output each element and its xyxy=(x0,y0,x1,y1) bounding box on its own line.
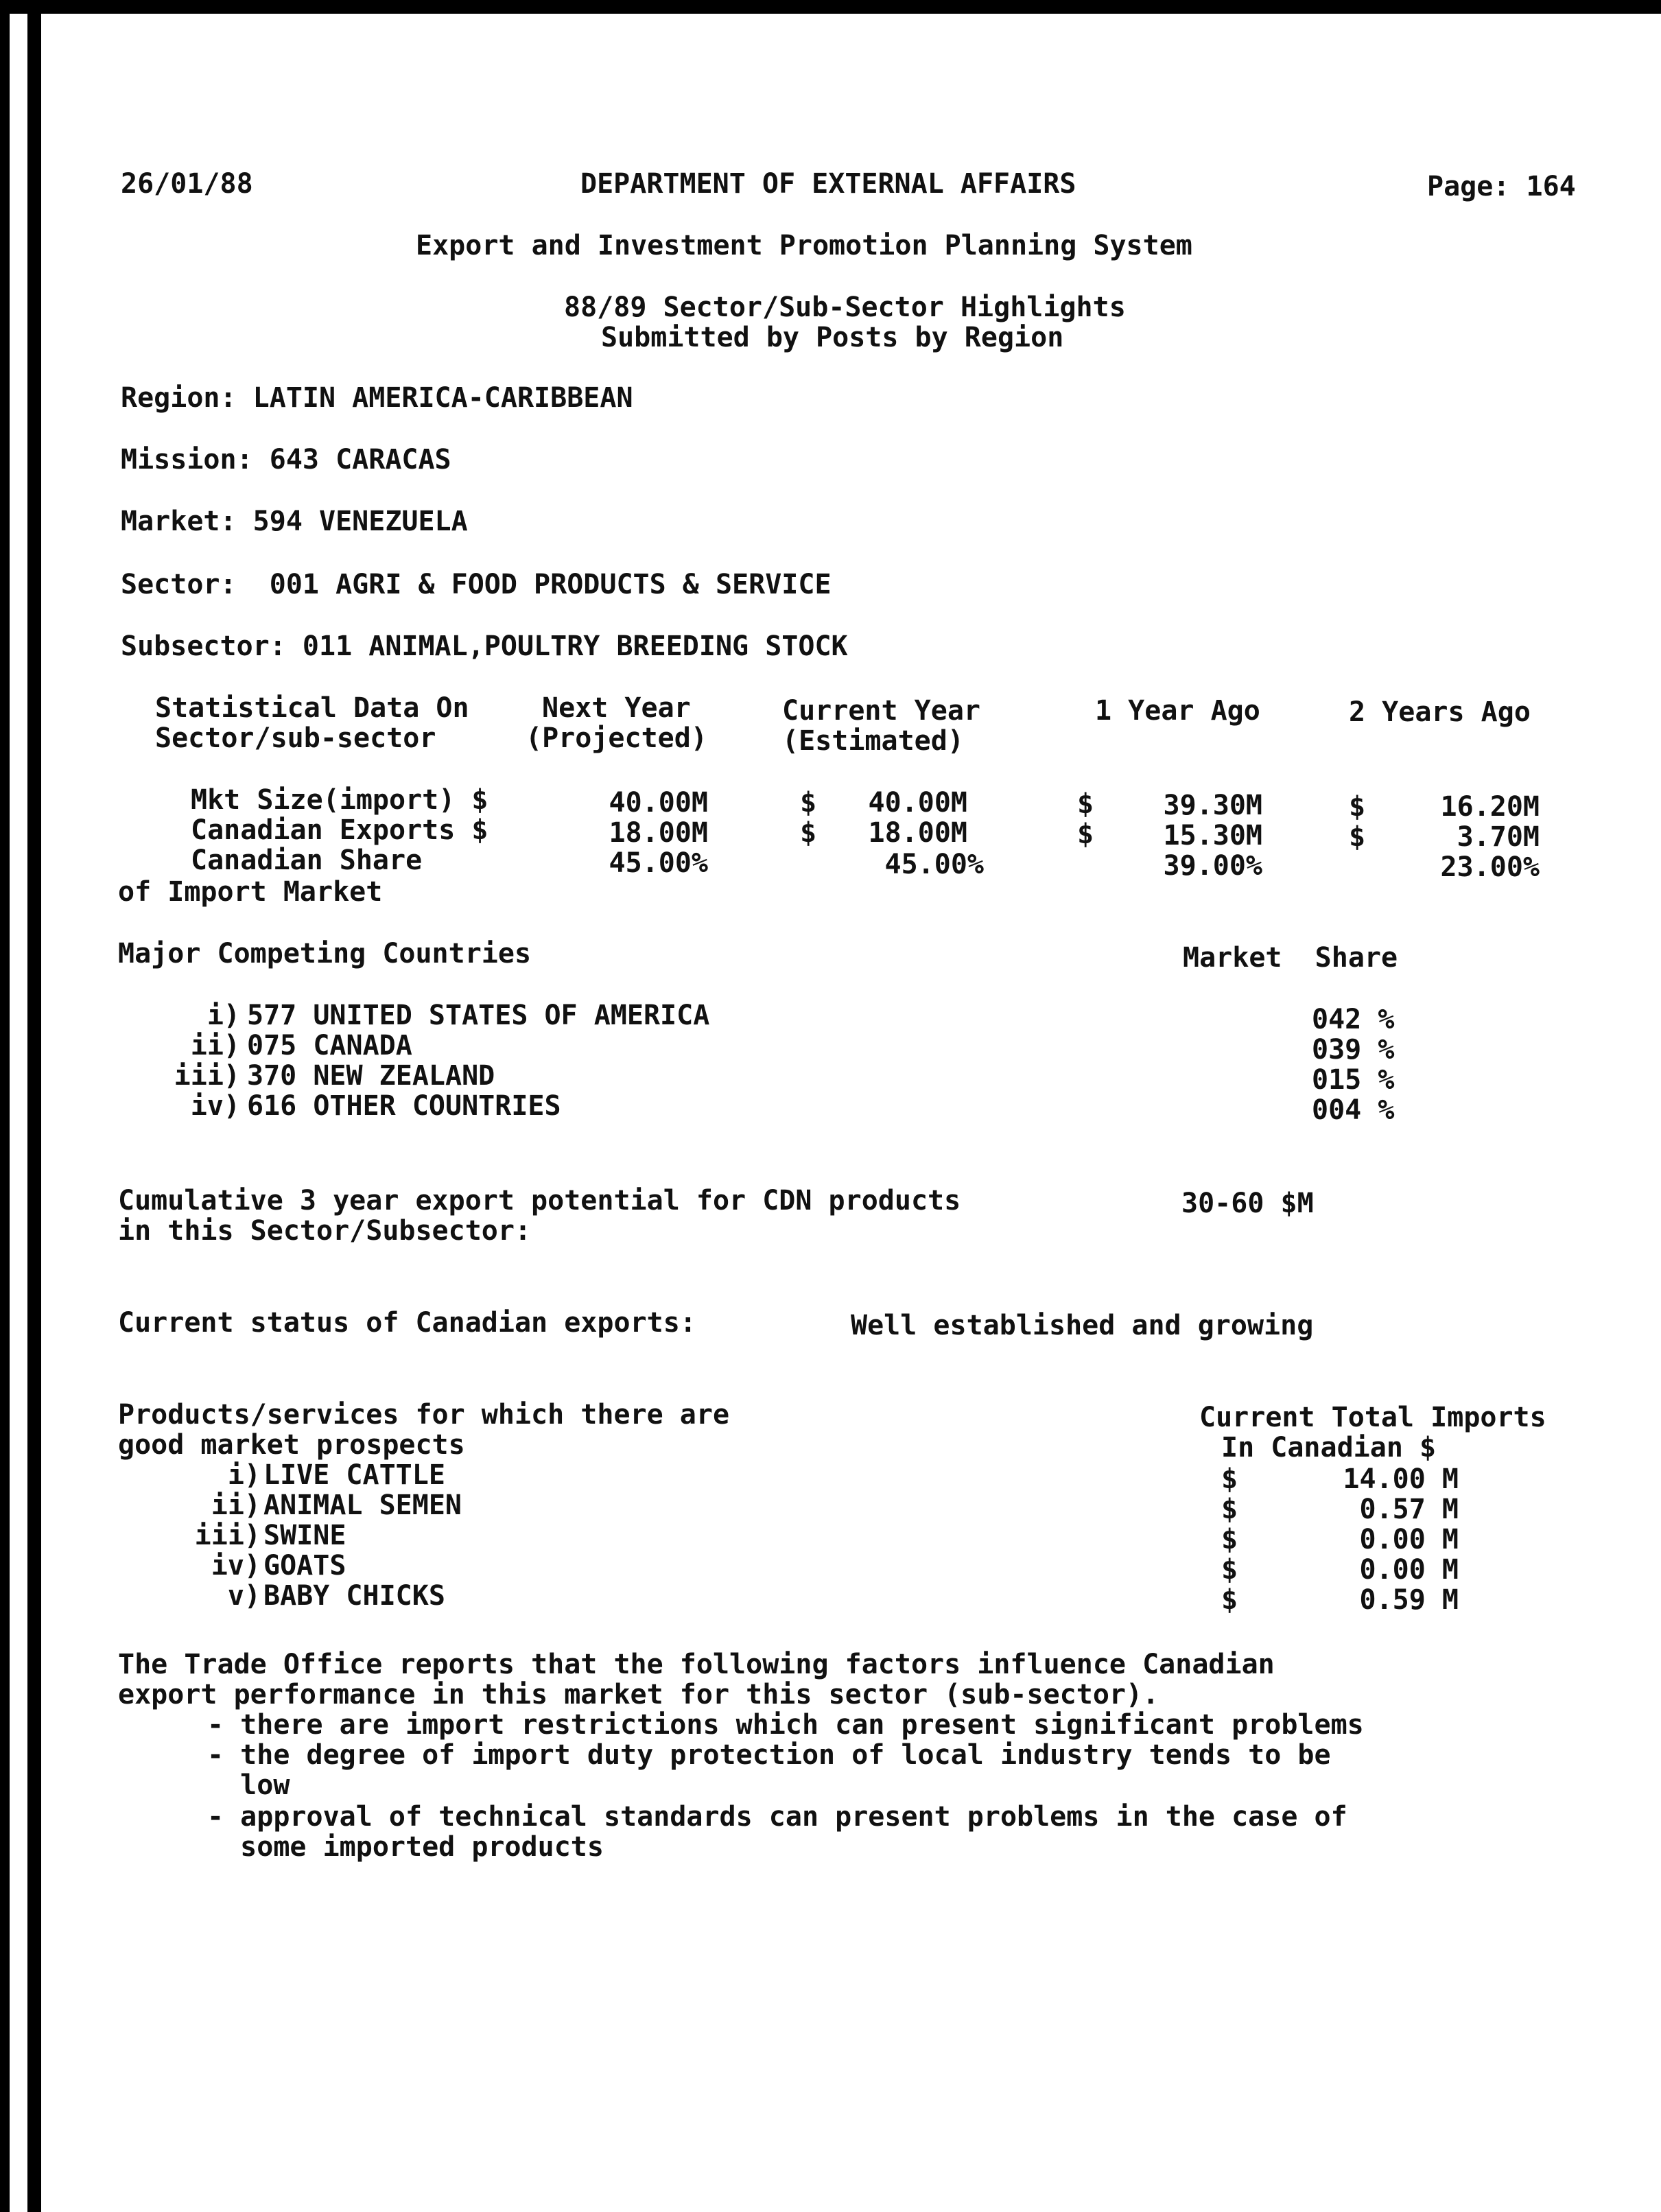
stats-row-label: Canadian Share xyxy=(191,845,423,876)
product-currency: $ xyxy=(1221,1463,1238,1495)
scan-border-left xyxy=(0,0,10,2212)
stats-ago1-value: 15.30M xyxy=(1163,820,1262,851)
product-name: ANIMAL SEMEN xyxy=(263,1490,462,1521)
subtitle-highlights: 88/89 Sector/Sub-Sector Highlights xyxy=(564,292,1126,323)
products-label-1: Products/services for which there are xyxy=(118,1399,730,1431)
competitor-number: ii) xyxy=(190,1030,240,1061)
factors-intro-1: The Trade Office reports that the following factors influence Canadian xyxy=(118,1649,1275,1680)
product-import-value: 0.57 M xyxy=(1359,1494,1459,1525)
product-number: iv) xyxy=(211,1550,261,1581)
stats-ago1-value: 39.00% xyxy=(1163,850,1262,882)
competitor-name: 370 NEW ZEALAND xyxy=(247,1060,495,1092)
sector-line: Sector: 001 AGRI & FOOD PRODUCTS & SERVICE xyxy=(121,569,832,600)
product-name: LIVE CATTLE xyxy=(263,1459,445,1491)
scan-border-top xyxy=(0,0,1661,14)
region-line: Region: LATIN AMERICA-CARIBBEAN xyxy=(121,382,633,414)
product-currency: $ xyxy=(1221,1494,1238,1525)
mission-line: Mission: 643 CARACAS xyxy=(121,444,451,475)
page-number: Page: 164 xyxy=(1427,171,1576,202)
stats-next-value: 18.00M xyxy=(609,817,708,849)
product-number: iii) xyxy=(194,1520,261,1551)
stats-currency: $ xyxy=(1077,788,1094,820)
imports-header-2: In Canadian $ xyxy=(1221,1432,1437,1463)
status-value: Well established and growing xyxy=(851,1310,1314,1341)
stats-current-value: 40.00M xyxy=(868,787,967,819)
competitor-name: 075 CANADA xyxy=(247,1030,412,1061)
products-label-2: good market prospects xyxy=(118,1429,465,1461)
potential-label-1: Cumulative 3 year export potential for CDN products xyxy=(118,1185,961,1216)
imports-header-1: Current Total Imports xyxy=(1199,1402,1546,1433)
competitors-title: Major Competing Countries xyxy=(118,938,532,969)
product-currency: $ xyxy=(1221,1524,1238,1555)
department-title: DEPARTMENT OF EXTERNAL AFFAIRS xyxy=(580,168,1076,200)
competitor-number: i) xyxy=(207,1000,240,1031)
stats-currency: $ xyxy=(1349,821,1366,853)
market-share-header: Market Share xyxy=(1183,942,1398,974)
stats-currency: $ xyxy=(1349,791,1366,823)
col-current-year-sub: (Estimated) xyxy=(782,725,964,757)
factor-bullet: - the degree of import duty protection of local industry tends to be xyxy=(207,1739,1331,1771)
stats-row-label: Mkt Size(import) $ xyxy=(191,784,488,816)
subtitle-submitted: Submitted by Posts by Region xyxy=(601,322,1064,353)
stats-ago2-value: 23.00% xyxy=(1440,851,1540,883)
stats-currency: $ xyxy=(1077,819,1094,850)
competitor-share: 004 % xyxy=(1312,1094,1395,1126)
competitor-number: iv) xyxy=(190,1090,240,1122)
factor-bullet-continued: some imported products xyxy=(207,1831,604,1863)
subsector-line: Subsector: 011 ANIMAL,POULTRY BREEDING STOCK xyxy=(121,631,848,662)
stats-ago2-value: 3.70M xyxy=(1457,821,1540,853)
col-one-year-ago: 1 Year Ago xyxy=(1095,695,1260,727)
factor-bullet: - there are import restrictions which can present significant problems xyxy=(207,1709,1364,1741)
product-import-value: 0.00 M xyxy=(1359,1554,1459,1586)
competitor-number: iii) xyxy=(174,1060,240,1092)
system-title: Export and Investment Promotion Planning System xyxy=(416,230,1192,261)
stats-label-1: Statistical Data On xyxy=(155,692,469,724)
product-import-value: 0.00 M xyxy=(1359,1524,1459,1555)
stats-currency: $ xyxy=(800,817,817,849)
col-two-years-ago: 2 Years Ago xyxy=(1349,696,1531,728)
potential-value: 30-60 $M xyxy=(1181,1188,1314,1219)
factor-bullet: - approval of technical standards can present problems in the case of xyxy=(207,1801,1347,1833)
product-currency: $ xyxy=(1221,1584,1238,1616)
product-name: GOATS xyxy=(263,1550,346,1581)
stats-row-label: Canadian Exports $ xyxy=(191,814,488,846)
stats-current-value: 18.00M xyxy=(868,817,967,849)
col-current-year: Current Year xyxy=(782,695,980,727)
stats-next-value: 40.00M xyxy=(609,787,708,819)
competitor-share: 042 % xyxy=(1312,1004,1395,1035)
product-import-value: 0.59 M xyxy=(1359,1584,1459,1616)
product-number: i) xyxy=(227,1459,261,1491)
potential-label-2: in this Sector/Subsector: xyxy=(118,1215,532,1247)
competitor-share: 015 % xyxy=(1312,1064,1395,1096)
product-currency: $ xyxy=(1221,1554,1238,1586)
status-label: Current status of Canadian exports: xyxy=(118,1307,696,1339)
stats-ago1-value: 39.30M xyxy=(1163,790,1262,821)
product-number: ii) xyxy=(211,1490,261,1521)
col-next-year: Next Year xyxy=(542,692,691,724)
factor-bullet-continued: low xyxy=(207,1769,290,1801)
stats-ago2-value: 16.20M xyxy=(1440,791,1540,823)
product-import-value: 14.00 M xyxy=(1343,1463,1459,1495)
product-name: SWINE xyxy=(263,1520,346,1551)
stats-current-value: 45.00% xyxy=(884,849,984,880)
share-suffix: of Import Market xyxy=(118,876,383,908)
stats-next-value: 45.00% xyxy=(609,847,708,879)
competitor-name: 616 OTHER COUNTRIES xyxy=(247,1090,561,1122)
factors-intro-2: export performance in this market for this sector (sub-sector). xyxy=(118,1679,1159,1710)
stats-label-2: Sector/sub-sector xyxy=(155,722,436,754)
report-date: 26/01/88 xyxy=(121,168,253,200)
competitor-name: 577 UNITED STATES OF AMERICA xyxy=(247,1000,710,1031)
product-name: BABY CHICKS xyxy=(263,1580,445,1612)
product-number: v) xyxy=(227,1580,261,1612)
stats-currency: $ xyxy=(800,787,817,819)
col-next-year-sub: (Projected) xyxy=(526,722,707,754)
scan-border-left-inner xyxy=(27,7,41,2212)
market-line: Market: 594 VENEZUELA xyxy=(121,506,468,537)
competitor-share: 039 % xyxy=(1312,1034,1395,1066)
